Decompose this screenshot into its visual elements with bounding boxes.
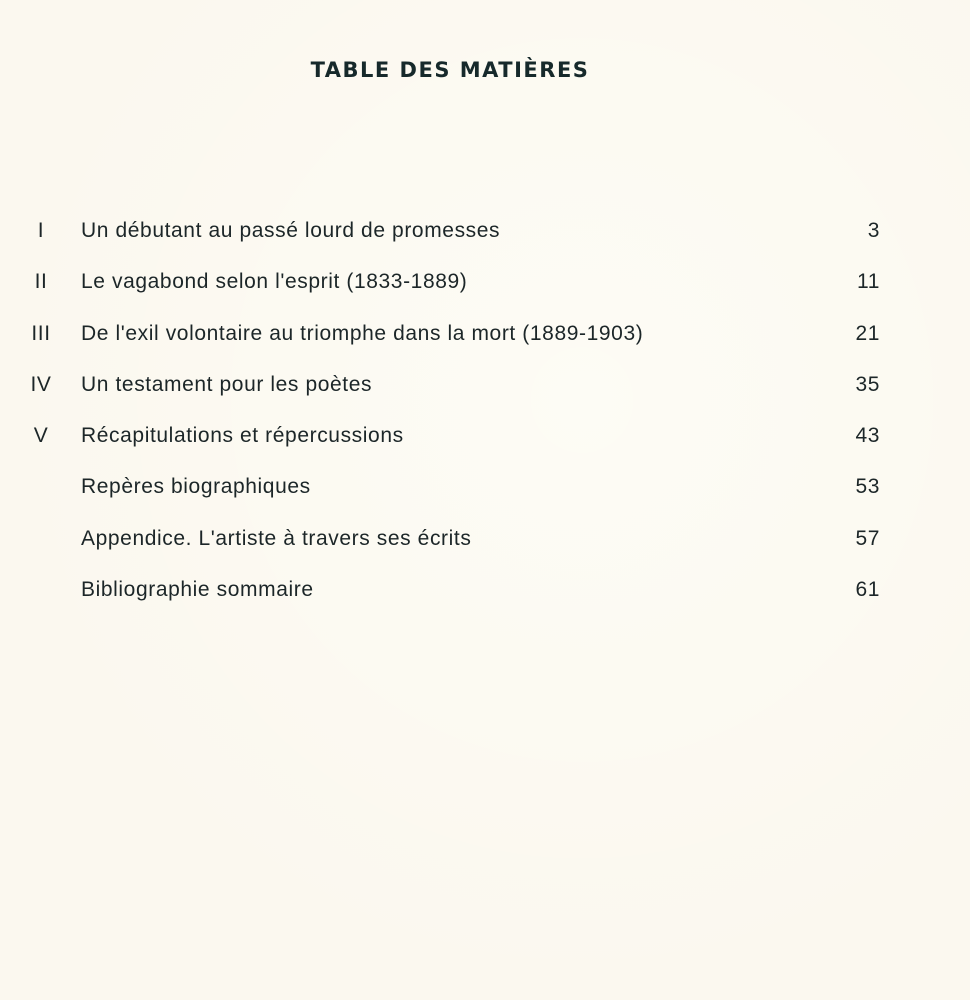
table-of-contents — [0, 213, 970, 623]
toc-entry — [0, 418, 970, 469]
chapter-number: V — [33, 424, 49, 448]
page-number: 57 — [855, 526, 880, 550]
page-title: TABLE DES MATIÈRES — [310, 58, 590, 82]
toc-entry — [0, 264, 970, 315]
chapter-number: II — [34, 270, 48, 294]
section-title: Repères biographiques — [81, 475, 311, 499]
chapter-number: I — [37, 219, 45, 242]
page-number: 21 — [855, 321, 880, 345]
toc-entry — [0, 367, 970, 418]
page-number: 3 — [867, 219, 880, 242]
chapter-title: Un débutant au passé lourd de promesses — [81, 219, 501, 242]
page-number: 35 — [855, 372, 880, 396]
section-title: Appendice. L'artiste à travers ses écrits — [81, 526, 472, 550]
toc-entry — [0, 316, 970, 367]
page-number: 61 — [855, 578, 880, 602]
chapter-title: Le vagabond selon l'esprit (1833-1889) — [81, 270, 468, 294]
toc-entry — [0, 572, 970, 623]
toc-entry — [0, 213, 970, 264]
chapter-number: III — [31, 321, 51, 345]
chapter-number: IV — [30, 372, 52, 396]
chapter-title: De l'exil volontaire au triomphe dans la mort (1889-1903) — [81, 321, 644, 345]
chapter-title: Récapitulations et répercussions — [81, 424, 404, 448]
page-number: 53 — [855, 475, 880, 499]
page-number: 43 — [855, 424, 880, 448]
toc-entry — [0, 469, 970, 520]
chapter-title: Un testament pour les poètes — [81, 372, 373, 396]
toc-entry — [0, 521, 970, 572]
section-title: Bibliographie sommaire — [81, 578, 314, 602]
page-number: 11 — [857, 270, 880, 294]
